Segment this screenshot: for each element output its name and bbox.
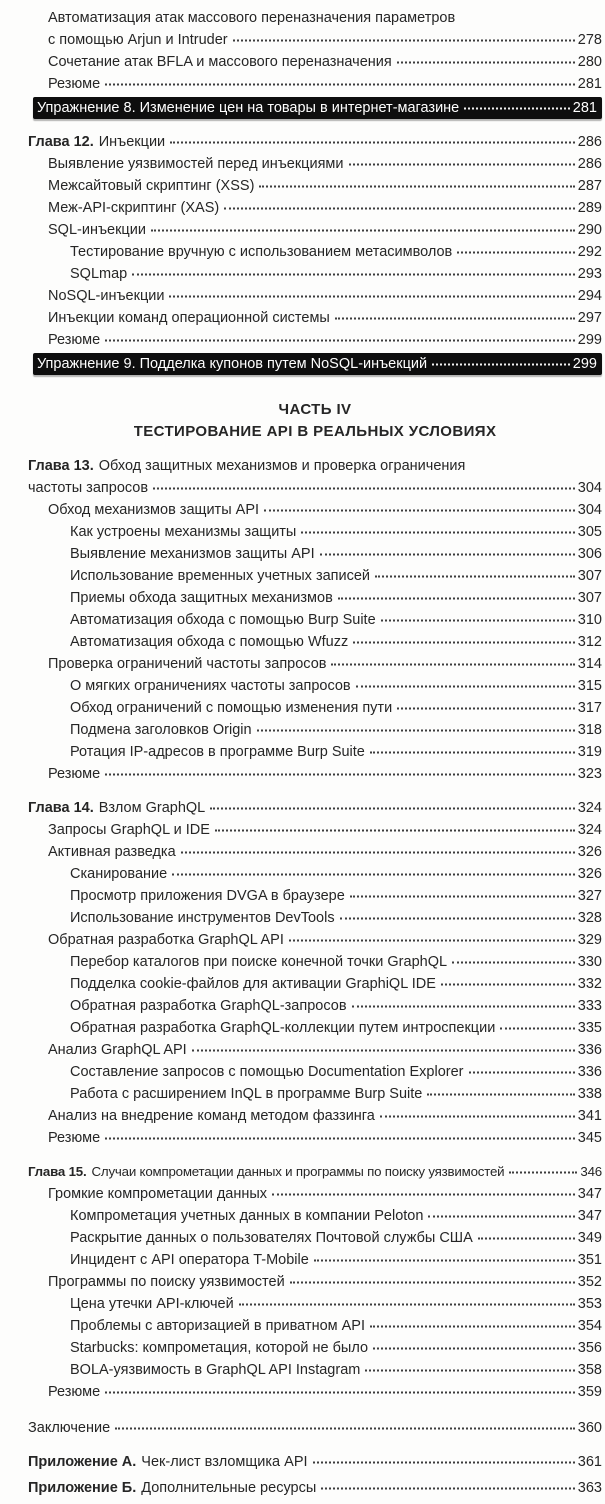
leader-dots [380,1116,575,1118]
toc-row [28,1477,602,1499]
toc-row [28,819,602,841]
page-number: 351 [577,1252,602,1268]
toc-entry-label: Резюме [48,76,101,92]
toc-row [28,263,602,285]
toc-entry-label: Анализ на внедрение команд методом фаззинга [48,1108,375,1124]
page-number: 297 [577,310,602,326]
leader-dots [264,510,575,512]
toc-row [28,885,602,907]
leader-dots [340,918,575,920]
toc-entry-label: Раскрытие данных о пользователях Почтовой службы США [70,1230,473,1246]
toc-row [28,1293,602,1315]
page-number: 326 [577,866,602,882]
leader-dots [331,664,574,666]
page-number: 278 [577,32,602,48]
toc-row [28,499,602,521]
toc-row [28,197,602,219]
page-number: 310 [577,612,602,628]
toc-entry-label: Анализ GraphQL API [48,1042,187,1058]
toc-row [28,1315,602,1337]
toc-entry-label: Проверка ограничений частоты запросов [48,656,327,672]
toc-row [28,863,602,885]
toc-entry-label: Цена утечки API-ключей [70,1296,234,1312]
toc-entry-label: BOLA-уязвимость в GraphQL API Instagram [70,1362,361,1378]
chapter-prefix: Приложение Б. [28,1480,137,1496]
toc-row [28,175,602,197]
toc-entry-label: Резюме [48,332,101,348]
toc-row [28,1017,602,1039]
toc-entry-label: Сочетание атак BFLA и массового переназначения [48,54,392,70]
toc-entry-label: Взлом GraphQL [98,800,206,816]
page-number: 319 [577,744,602,760]
toc-entry-label: Составление запросов с помощью Documentation Explorer [70,1064,464,1080]
toc-row [28,51,602,73]
toc-row [28,1227,602,1249]
toc-row [28,797,602,819]
page-number: 287 [577,178,602,194]
toc-entry-label: Автоматизация атак массового переназначения параметров [48,10,456,26]
page-number: 359 [577,1384,602,1400]
part-header-line [28,421,602,443]
toc-entry-label: Упражнение 8. Изменение цен на товары в интернет-магазине [37,100,460,116]
toc-entry-label: Заключение [28,1420,111,1436]
page-number: 304 [577,502,602,518]
exercise-highlight-row [33,97,602,119]
toc-row [28,1337,602,1359]
toc-entry-label: с помощью Arjun и Intruder [48,32,228,48]
toc-row [28,995,602,1017]
toc-entry-label: Резюме [48,1130,101,1146]
toc-entry-label: частоты запросов [28,480,149,496]
toc-entry-label: Резюме [48,766,101,782]
toc-row [28,1161,602,1183]
page-number: 358 [577,1362,602,1378]
leader-dots [192,1050,575,1052]
chapter-prefix: Глава 15. [28,1164,87,1179]
leader-dots [350,896,575,898]
toc-entry-label: Использование временных учетных записей [70,568,371,584]
page-number: 361 [577,1454,602,1470]
toc-entry-label: Межсайтовый скриптинг (XSS) [48,178,255,194]
leader-dots [239,1304,575,1306]
toc-row [28,1417,602,1439]
page-number: 360 [577,1420,602,1436]
leader-dots [478,1238,575,1240]
toc-entry-label: Starbucks: компрометация, которой не было [70,1340,369,1356]
toc-row [28,841,602,863]
leader-dots [115,1428,575,1430]
page-number: 336 [577,1042,602,1058]
page-number: 352 [577,1274,602,1290]
toc-entry-label: Программы по поиску уязвимостей [48,1274,285,1290]
page-number: 363 [577,1480,602,1496]
toc-entry-label: Ротация IP-адресов в программе Burp Suite [70,744,365,760]
toc-entry-label: Перебор каталогов при поиске конечной точки GraphQL [70,954,448,970]
page-number: 345 [577,1130,602,1146]
page-number: 328 [577,910,602,926]
leader-dots [170,142,575,144]
toc-row [28,1451,602,1473]
toc-row [28,675,602,697]
toc-row [28,1183,602,1205]
toc-entry-label: Обратная разработка GraphQL API [48,932,284,948]
toc-entry-label: NoSQL-инъекции [48,288,165,304]
leader-dots [452,962,575,964]
toc-row [28,653,602,675]
leader-dots [352,1006,575,1008]
toc-row [28,219,602,241]
page-number: 336 [577,1064,602,1080]
toc-row [28,521,602,543]
toc-list [28,7,602,1499]
toc-row [28,307,602,329]
toc-entry-label: Использование инструментов DevTools [70,910,335,926]
toc-row [28,609,602,631]
page-number: 281 [577,76,602,92]
leader-dots [335,318,575,320]
page-number: 293 [577,266,602,282]
page-number: 292 [577,244,602,260]
leader-dots [313,1462,575,1464]
leader-dots [314,1260,575,1262]
leader-dots [105,774,575,776]
leader-dots [432,364,570,366]
page-number: 317 [577,700,602,716]
toc-row [28,153,602,175]
leader-dots [349,164,575,166]
toc-entry-label: ЧАСТЬ IV [278,401,352,418]
toc-row [28,763,602,785]
toc-entry-label: Чек-лист взломщика API [141,1454,308,1470]
toc-entry-label: Обратная разработка GraphQL-запросов [70,998,347,1014]
page-number: 335 [577,1020,602,1036]
page-number: 306 [577,546,602,562]
toc-entry-label: Громкие компрометации данных [48,1186,268,1202]
toc-row [28,741,602,763]
toc-entry-label: Инцидент с API оператора T-Mobile [70,1252,309,1268]
page-number: 341 [577,1108,602,1124]
toc-row [28,719,602,741]
toc-row [28,1381,602,1403]
chapter-prefix: Глава 13. [28,458,94,474]
toc-entry-label: Подмена заголовков Origin [70,722,252,738]
page-number: 330 [577,954,602,970]
toc-row [28,587,602,609]
leader-dots [233,40,575,42]
page-number: 280 [577,54,602,70]
page-number: 332 [577,976,602,992]
leader-dots [370,752,575,754]
leader-dots [210,808,575,810]
leader-dots [464,108,570,110]
toc-row [28,1127,602,1149]
page-number: 354 [577,1318,602,1334]
toc-row [28,1271,602,1293]
toc-row [28,7,602,29]
toc-entry-label: Меж-API-скриптинг (XAS) [48,200,220,216]
leader-dots [151,230,575,232]
toc-entry-label: ТЕСТИРОВАНИЕ API В РЕАЛЬНЫХ УСЛОВИЯХ [133,423,497,440]
toc-row [28,29,602,51]
page-number: 327 [577,888,602,904]
page-number: 314 [577,656,602,672]
leader-dots [172,874,575,876]
leader-dots [381,620,575,622]
toc-entry-label: Сканирование [70,866,168,882]
leader-dots [289,940,575,942]
toc-row [28,697,602,719]
toc-entry-label: Обратная разработка GraphQL-коллекции путем интроспекции [70,1020,496,1036]
leader-dots [259,186,574,188]
toc-entry-label: Обход механизмов защиты API [48,502,260,518]
leader-dots [500,1028,575,1030]
page-number: 356 [577,1340,602,1356]
toc-entry-label: SQLmap [70,266,128,282]
leader-dots [375,576,575,578]
leader-dots [290,1282,575,1284]
leader-dots [105,1392,575,1394]
leader-dots [105,1138,575,1140]
toc-entry-label: Проблемы с авторизацией в приватном API [70,1318,366,1334]
toc-row [28,285,602,307]
toc-row [28,1359,602,1381]
leader-dots [353,642,575,644]
page-number: 294 [577,288,602,304]
toc-entry-label: Инъекции команд операционной системы [48,310,330,326]
page-number: 329 [577,932,602,948]
leader-dots [224,208,575,210]
leader-dots [215,830,575,832]
toc-entry-label: Обход защитных механизмов и проверка ограничения [98,458,466,474]
page-number: 318 [577,722,602,738]
page-number: 338 [577,1086,602,1102]
toc-entry-label: Резюме [48,1384,101,1400]
leader-dots [105,340,575,342]
toc-entry-label: Выявление уязвимостей перед инъекциями [48,156,344,172]
toc-row [28,1083,602,1105]
leader-dots [397,62,575,64]
toc-entry-label: SQL-инъекции [48,222,146,238]
page-number: 324 [577,800,602,816]
page-number: 353 [577,1296,602,1312]
leader-dots [105,84,575,86]
leader-dots [321,1488,575,1490]
page-number: 315 [577,678,602,694]
leader-dots [397,708,575,710]
leader-dots [469,1072,575,1074]
toc-row [28,907,602,929]
toc-entry-label: Автоматизация обхода с помощью Burp Suite [70,612,376,628]
toc-entry-label: Как устроены механизмы защиты [70,524,297,540]
toc-entry-label: Тестирование вручную с использованием метасимволов [70,244,453,260]
exercise-highlight-row [33,353,602,375]
leader-dots [132,274,575,276]
leader-dots [169,296,574,298]
page-number: 299 [572,356,597,372]
page-number: 305 [577,524,602,540]
page-number: 286 [577,156,602,172]
toc-row [28,329,602,351]
leader-dots [428,1216,574,1218]
toc-entry-label: Обход ограничений с помощью изменения пути [70,700,393,716]
toc-row [28,1061,602,1083]
toc-row [28,241,602,263]
leader-dots [272,1194,575,1196]
leader-dots [509,1172,577,1174]
toc-entry-label: Запросы GraphQL и IDE [48,822,210,838]
page-number: 346 [580,1164,602,1179]
toc-entry-label: Подделка cookie-файлов для активации GraphiQL IDE [70,976,436,992]
leader-dots [365,1370,574,1372]
toc-entry-label: Приемы обхода защитных механизмов [70,590,333,606]
chapter-prefix: Глава 14. [28,800,94,816]
toc-entry-label: Активная разведка [48,844,176,860]
toc-entry-label: Работа с расширением InQL в программе Burp Suite [70,1086,423,1102]
page-number: 323 [577,766,602,782]
chapter-prefix: Приложение А. [28,1454,137,1470]
toc-entry-label: Компрометация учетных данных в компании Peloton [70,1208,424,1224]
page-number: 304 [577,480,602,496]
toc-row [28,951,602,973]
leader-dots [457,252,575,254]
leader-dots [301,532,574,534]
toc-entry-label: Автоматизация обхода с помощью Wfuzz [70,634,349,650]
leader-dots [338,598,575,600]
leader-dots [356,686,575,688]
leader-dots [320,554,575,556]
page-number: 307 [577,568,602,584]
page-number: 307 [577,590,602,606]
toc-row [28,565,602,587]
toc-row [28,1205,602,1227]
page-number: 290 [577,222,602,238]
page-number: 289 [577,200,602,216]
page-number: 281 [572,100,597,116]
leader-dots [181,852,575,854]
toc-row [28,1249,602,1271]
page-number: 312 [577,634,602,650]
leader-dots [427,1094,574,1096]
page-number: 349 [577,1230,602,1246]
toc-entry-label: О мягких ограничениях частоты запросов [70,678,351,694]
toc-entry-label: Инъекции [98,134,166,150]
leader-dots [441,984,575,986]
leader-dots [370,1326,575,1328]
leader-dots [373,1348,575,1350]
toc-entry-label: Просмотр приложения DVGA в браузере [70,888,345,904]
toc-row [28,973,602,995]
toc-entry-label: Случаи компрометации данных и программы по поиску уязвимостей [91,1164,505,1179]
toc-row [28,929,602,951]
toc-row [28,73,602,95]
leader-dots [153,488,575,490]
toc-row [28,455,602,477]
toc-row [28,1039,602,1061]
page-number: 299 [577,332,602,348]
toc-row [28,131,602,153]
toc-entry-label: Выявление механизмов защиты API [70,546,315,562]
toc-row [28,1105,602,1127]
toc-entry-label: Дополнительные ресурсы [141,1480,317,1496]
page-number: 286 [577,134,602,150]
part-header-line [28,399,602,421]
page-number: 347 [577,1208,602,1224]
toc-row [28,631,602,653]
page-number: 333 [577,998,602,1014]
chapter-prefix: Глава 12. [28,134,94,150]
page-number: 326 [577,844,602,860]
page-number: 347 [577,1186,602,1202]
toc-row [28,543,602,565]
toc-entry-label: Упражнение 9. Подделка купонов путем NoSQL-инъекций [37,356,428,372]
page-number: 324 [577,822,602,838]
leader-dots [257,730,575,732]
toc-row [28,477,602,499]
